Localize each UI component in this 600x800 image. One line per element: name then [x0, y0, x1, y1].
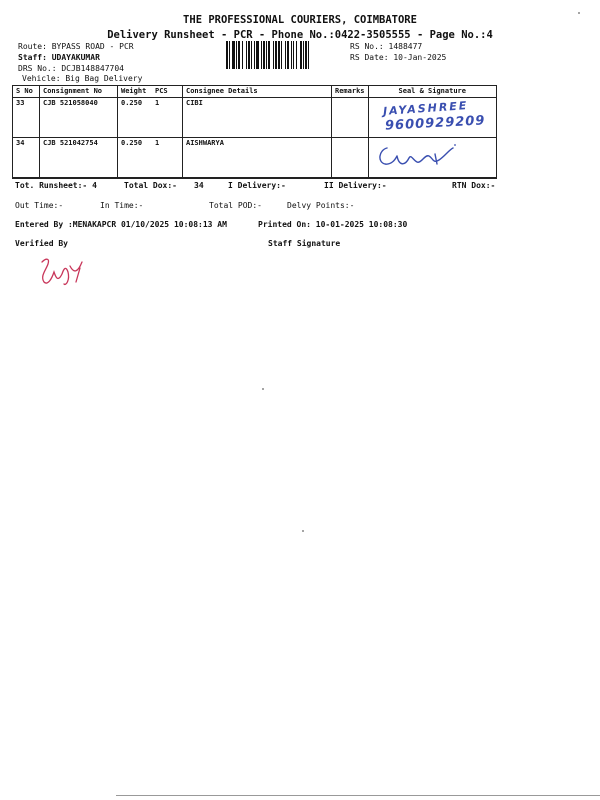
barcode-bar	[246, 41, 247, 69]
scan-speck	[262, 388, 264, 390]
barcode-bar	[275, 41, 277, 69]
barcode-bar	[236, 41, 237, 69]
barcode-bar	[254, 41, 255, 69]
company-title: THE PROFESSIONAL COURIERS, COIMBATORE	[183, 14, 417, 26]
barcode-bar	[285, 41, 286, 69]
barcode-bar	[281, 41, 282, 69]
barcode-bar	[303, 41, 304, 69]
cell-weight: 0.250	[118, 138, 153, 178]
cell-signature	[368, 98, 496, 138]
barcode	[226, 41, 338, 69]
table-row	[13, 98, 497, 138]
barcode-bar	[248, 41, 250, 69]
total-dox-label: Total Dox:-	[124, 181, 177, 190]
col-header-weight: Weight	[118, 86, 153, 98]
handwritten-signature	[375, 140, 465, 172]
ii-delivery: II Delivery:-	[324, 181, 387, 190]
divider	[12, 178, 497, 179]
total-pod: Total POD:-	[209, 201, 262, 210]
cell-consignee: AISHWARYA	[183, 138, 332, 178]
cell-sno: 34	[13, 138, 40, 178]
barcode-bar	[300, 41, 302, 69]
consignment-table	[12, 85, 497, 178]
cell-consignment: CJB 521042754	[40, 138, 118, 178]
signature-phone: 9600929209	[384, 113, 486, 134]
in-time: In Time:-	[100, 201, 144, 210]
barcode-bar	[273, 41, 274, 69]
signature-name: JAYASHREE	[382, 99, 469, 118]
barcode-bar	[251, 41, 252, 69]
verifier-initials	[36, 254, 92, 290]
total-dox-value: 34	[194, 181, 204, 190]
col-header-sno: S No	[13, 86, 40, 98]
cell-consignment: CJB 521058040	[40, 98, 118, 138]
delvy-points: Delvy Points:-	[287, 201, 355, 210]
rs-date-label: RS Date: 10-Jan-2025	[350, 53, 447, 62]
barcode-bar	[308, 41, 309, 69]
col-header-pcs: PCS	[152, 86, 183, 98]
barcode-bar	[226, 41, 228, 69]
barcode-bar	[278, 41, 280, 69]
i-delivery: I Delivery:-	[228, 181, 286, 190]
barcode-bar	[287, 41, 289, 69]
rtn-dox: RTN Dox:-	[452, 181, 496, 190]
drs-label: DRS No.: DCJB148847704	[18, 64, 124, 73]
col-header-consignee: Consignee Details	[183, 86, 332, 98]
route-label: Route: BYPASS ROAD - PCR	[18, 42, 134, 51]
barcode-bar	[232, 41, 235, 69]
cell-pcs: 1	[152, 138, 183, 178]
entered-by: Entered By :MENAKAPCR 01/10/2025 10:08:13 AM	[15, 220, 227, 229]
staff-signature-label: Staff Signature	[268, 239, 341, 248]
barcode-bar	[293, 41, 294, 69]
printed-on: Printed On: 10-01-2025 10:08:30	[258, 220, 408, 229]
barcode-bar	[268, 41, 270, 69]
scan-edge-line	[116, 795, 600, 796]
barcode-bar	[256, 41, 259, 69]
barcode-bar	[229, 41, 230, 69]
cell-pcs: 1	[152, 98, 183, 138]
out-time: Out Time:-	[15, 201, 64, 210]
cell-consignee: CIBI	[183, 98, 332, 138]
cell-sno: 33	[13, 98, 40, 138]
barcode-bar	[291, 41, 292, 69]
col-header-consignment: Consignment No	[40, 86, 118, 98]
barcode-bar	[238, 41, 240, 69]
scan-speck	[302, 530, 304, 532]
barcode-bar	[305, 41, 307, 69]
cell-remarks	[332, 98, 369, 138]
total-runsheet: Tot. Runsheet:- 4	[15, 181, 97, 190]
barcode-bar	[266, 41, 267, 69]
staff-label: Staff: UDAYAKUMAR	[18, 53, 100, 62]
col-header-signature: Seal & Signature	[368, 86, 496, 98]
barcode-bar	[242, 41, 243, 69]
cell-remarks	[332, 138, 369, 178]
rs-no-label: RS No.: 1488477	[350, 42, 423, 51]
cell-weight: 0.250	[118, 98, 153, 138]
runsheet-subtitle: Delivery Runsheet - PCR - Phone No.:0422-3505555 - Page No.:4	[107, 29, 493, 41]
vehicle-label: Vehicle: Big Bag Delivery	[22, 74, 143, 83]
col-header-remarks: Remarks	[332, 86, 369, 98]
cell-signature	[368, 138, 496, 178]
barcode-bar	[296, 41, 297, 69]
barcode-bar	[261, 41, 262, 69]
scan-speck	[578, 12, 580, 14]
verified-by: Verified By	[15, 239, 68, 248]
table-row	[13, 138, 497, 178]
barcode-bar	[263, 41, 265, 69]
